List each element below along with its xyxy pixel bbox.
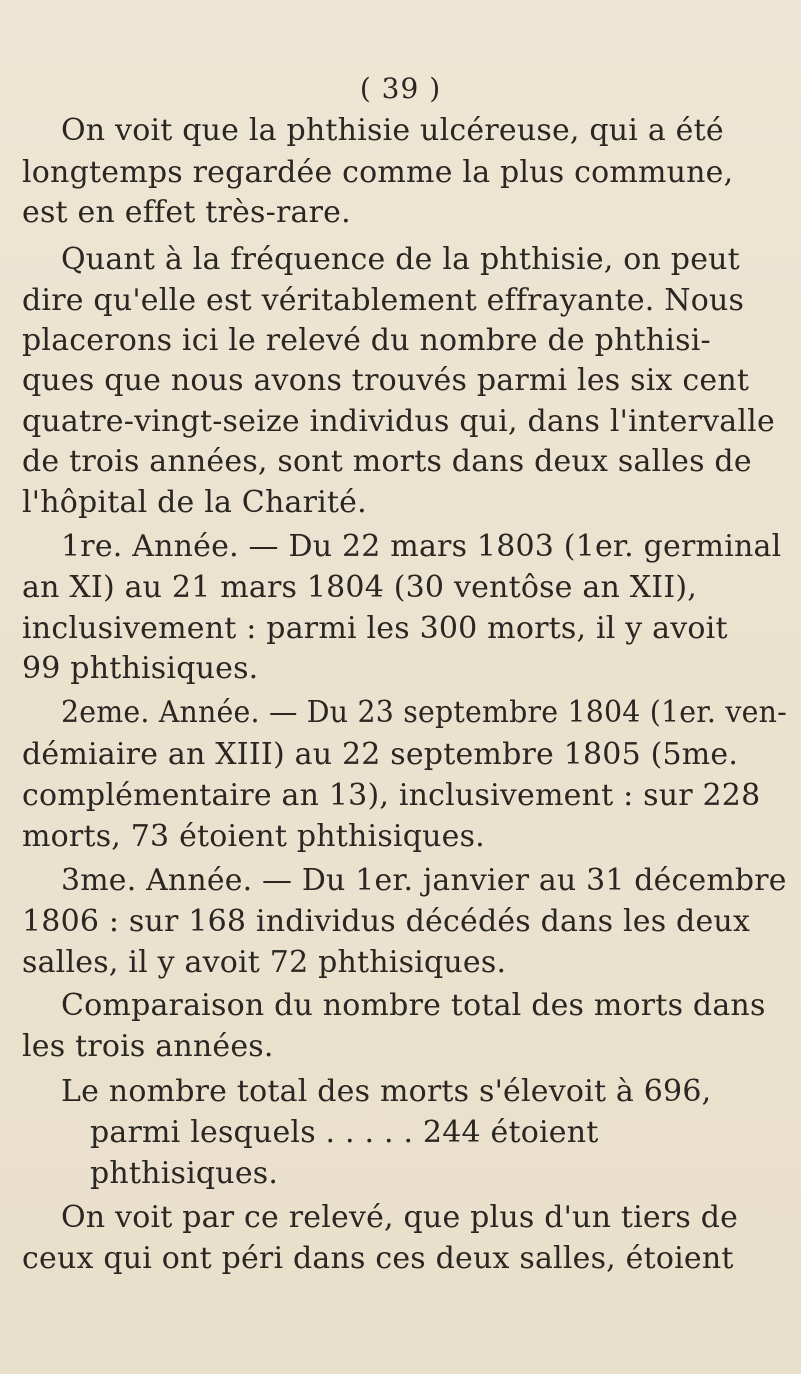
text-line: 2eme. Année. — Du 23 septembre 1804 (1er. ven- <box>61 695 787 730</box>
page-number: ( 39 ) <box>359 72 442 105</box>
text-line: placerons ici le relevé du nombre de phthisi- <box>22 323 711 358</box>
text-line: On voit que la phthisie ulcéreuse, qui a été <box>61 113 724 148</box>
text-line: 3me. Année. — Du 1er. janvier au 31 décembre <box>61 863 787 898</box>
text-line: morts, 73 étoient phthisiques. <box>22 819 485 854</box>
text-line: démiaire an XIII) au 22 septembre 1805 (5me. <box>22 737 739 772</box>
text-line: l'hôpital de la Charité. <box>22 485 367 520</box>
text-line: ques que nous avons trouvés parmi les six cent <box>22 363 750 398</box>
text-line: On voit par ce relevé, que plus d'un tiers de <box>61 1200 739 1235</box>
text-line: salles, il y avoit 72 phthisiques. <box>22 945 507 980</box>
text-line: 1806 : sur 168 individus décédés dans les deux <box>22 904 751 939</box>
text-line: quatre-vingt-seize individus qui, dans l'intervalle <box>22 404 775 439</box>
text-line: inclusivement : parmi les 300 morts, il y avoit <box>22 611 728 646</box>
text-line: phthisiques. <box>90 1156 279 1191</box>
text-line: de trois années, sont morts dans deux salles de <box>22 444 752 479</box>
text-line: les trois années. <box>22 1029 274 1064</box>
text-line: complémentaire an 13), inclusivement : sur 228 <box>22 778 761 813</box>
text-line: 1re. Année. — Du 22 mars 1803 (1er. germinal <box>61 529 782 564</box>
text-line: Quant à la fréquence de la phthisie, on peut <box>61 242 740 277</box>
text-line: parmi lesquels . . . . . 244 étoient <box>90 1115 599 1150</box>
text-line: est en effet très-rare. <box>22 195 351 230</box>
text-line: Comparaison du nombre total des morts dans <box>61 988 766 1023</box>
text-line: 99 phthisiques. <box>22 651 259 686</box>
text-line: an XI) au 21 mars 1804 (30 ventôse an XII), <box>22 570 698 605</box>
text-line: Le nombre total des morts s'élevoit à 696, <box>61 1074 712 1109</box>
text-line: ceux qui ont péri dans ces deux salles, étoient <box>22 1241 734 1276</box>
text-line: longtemps regardée comme la plus commune, <box>22 155 734 190</box>
text-line: dire qu'elle est véritablement effrayante. Nous <box>22 283 745 318</box>
